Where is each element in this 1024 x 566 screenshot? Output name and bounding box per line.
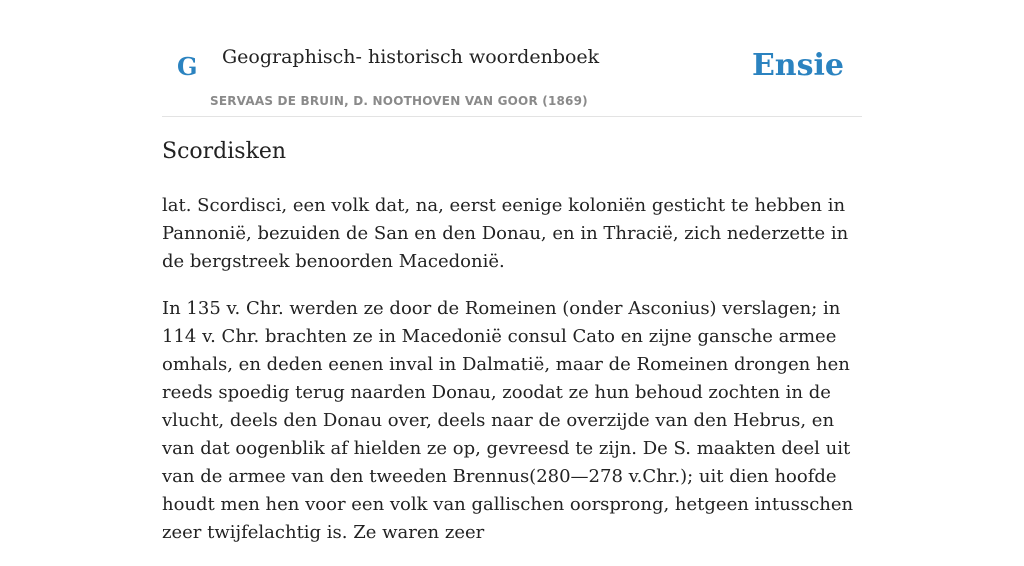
source-author: SERVAAS DE BRUIN, D. NOOTHOVEN VAN GOOR (1869) [210, 94, 588, 108]
brand-logo-link[interactable]: Ensie [751, 48, 844, 83]
entry-body [162, 192, 862, 566]
source-logo-icon[interactable]: G [177, 52, 198, 81]
source-title-link[interactable]: Geographisch- historisch woordenboek [222, 46, 600, 68]
source-header [162, 0, 862, 117]
page-content [162, 0, 862, 543]
entry-title: Scordisken [162, 139, 287, 164]
entry-paragraph: lat. Scordisci, een volk dat, na, eerst eenige koloniën gesticht te hebben in Pannonië, bezuiden de San en den Donau, en in Thracië, zich nederzette in de bergstreek benoorden Macedonië. [162, 195, 849, 272]
entry-paragraph: In 135 v. Chr. werden ze door de Romeinen (onder Asconius) verslagen; in 114 v. Chr. brachten ze in Macedonië consul Cato en zijne gansche armee omhals, en deden eenen inval in Dalmatië, maar de Romeinen drongen hen reeds spoedig terug naarden Donau, zoodat ze hun behoud zochten in de vlucht, deels den Donau over, deels naar de overzijde van den Hebrus, en van dat oogenblik af hielden ze op, gevreesd te zijn. De S. maakten deel uit van de armee van den tweeden Brennus(280—278 v.Chr.); uit dien hoofde houdt men hen voor een volk van gallischen oorsprong, hetgeen intusschen zeer twijfelachtig is. Ze waren zeer [162, 298, 854, 543]
